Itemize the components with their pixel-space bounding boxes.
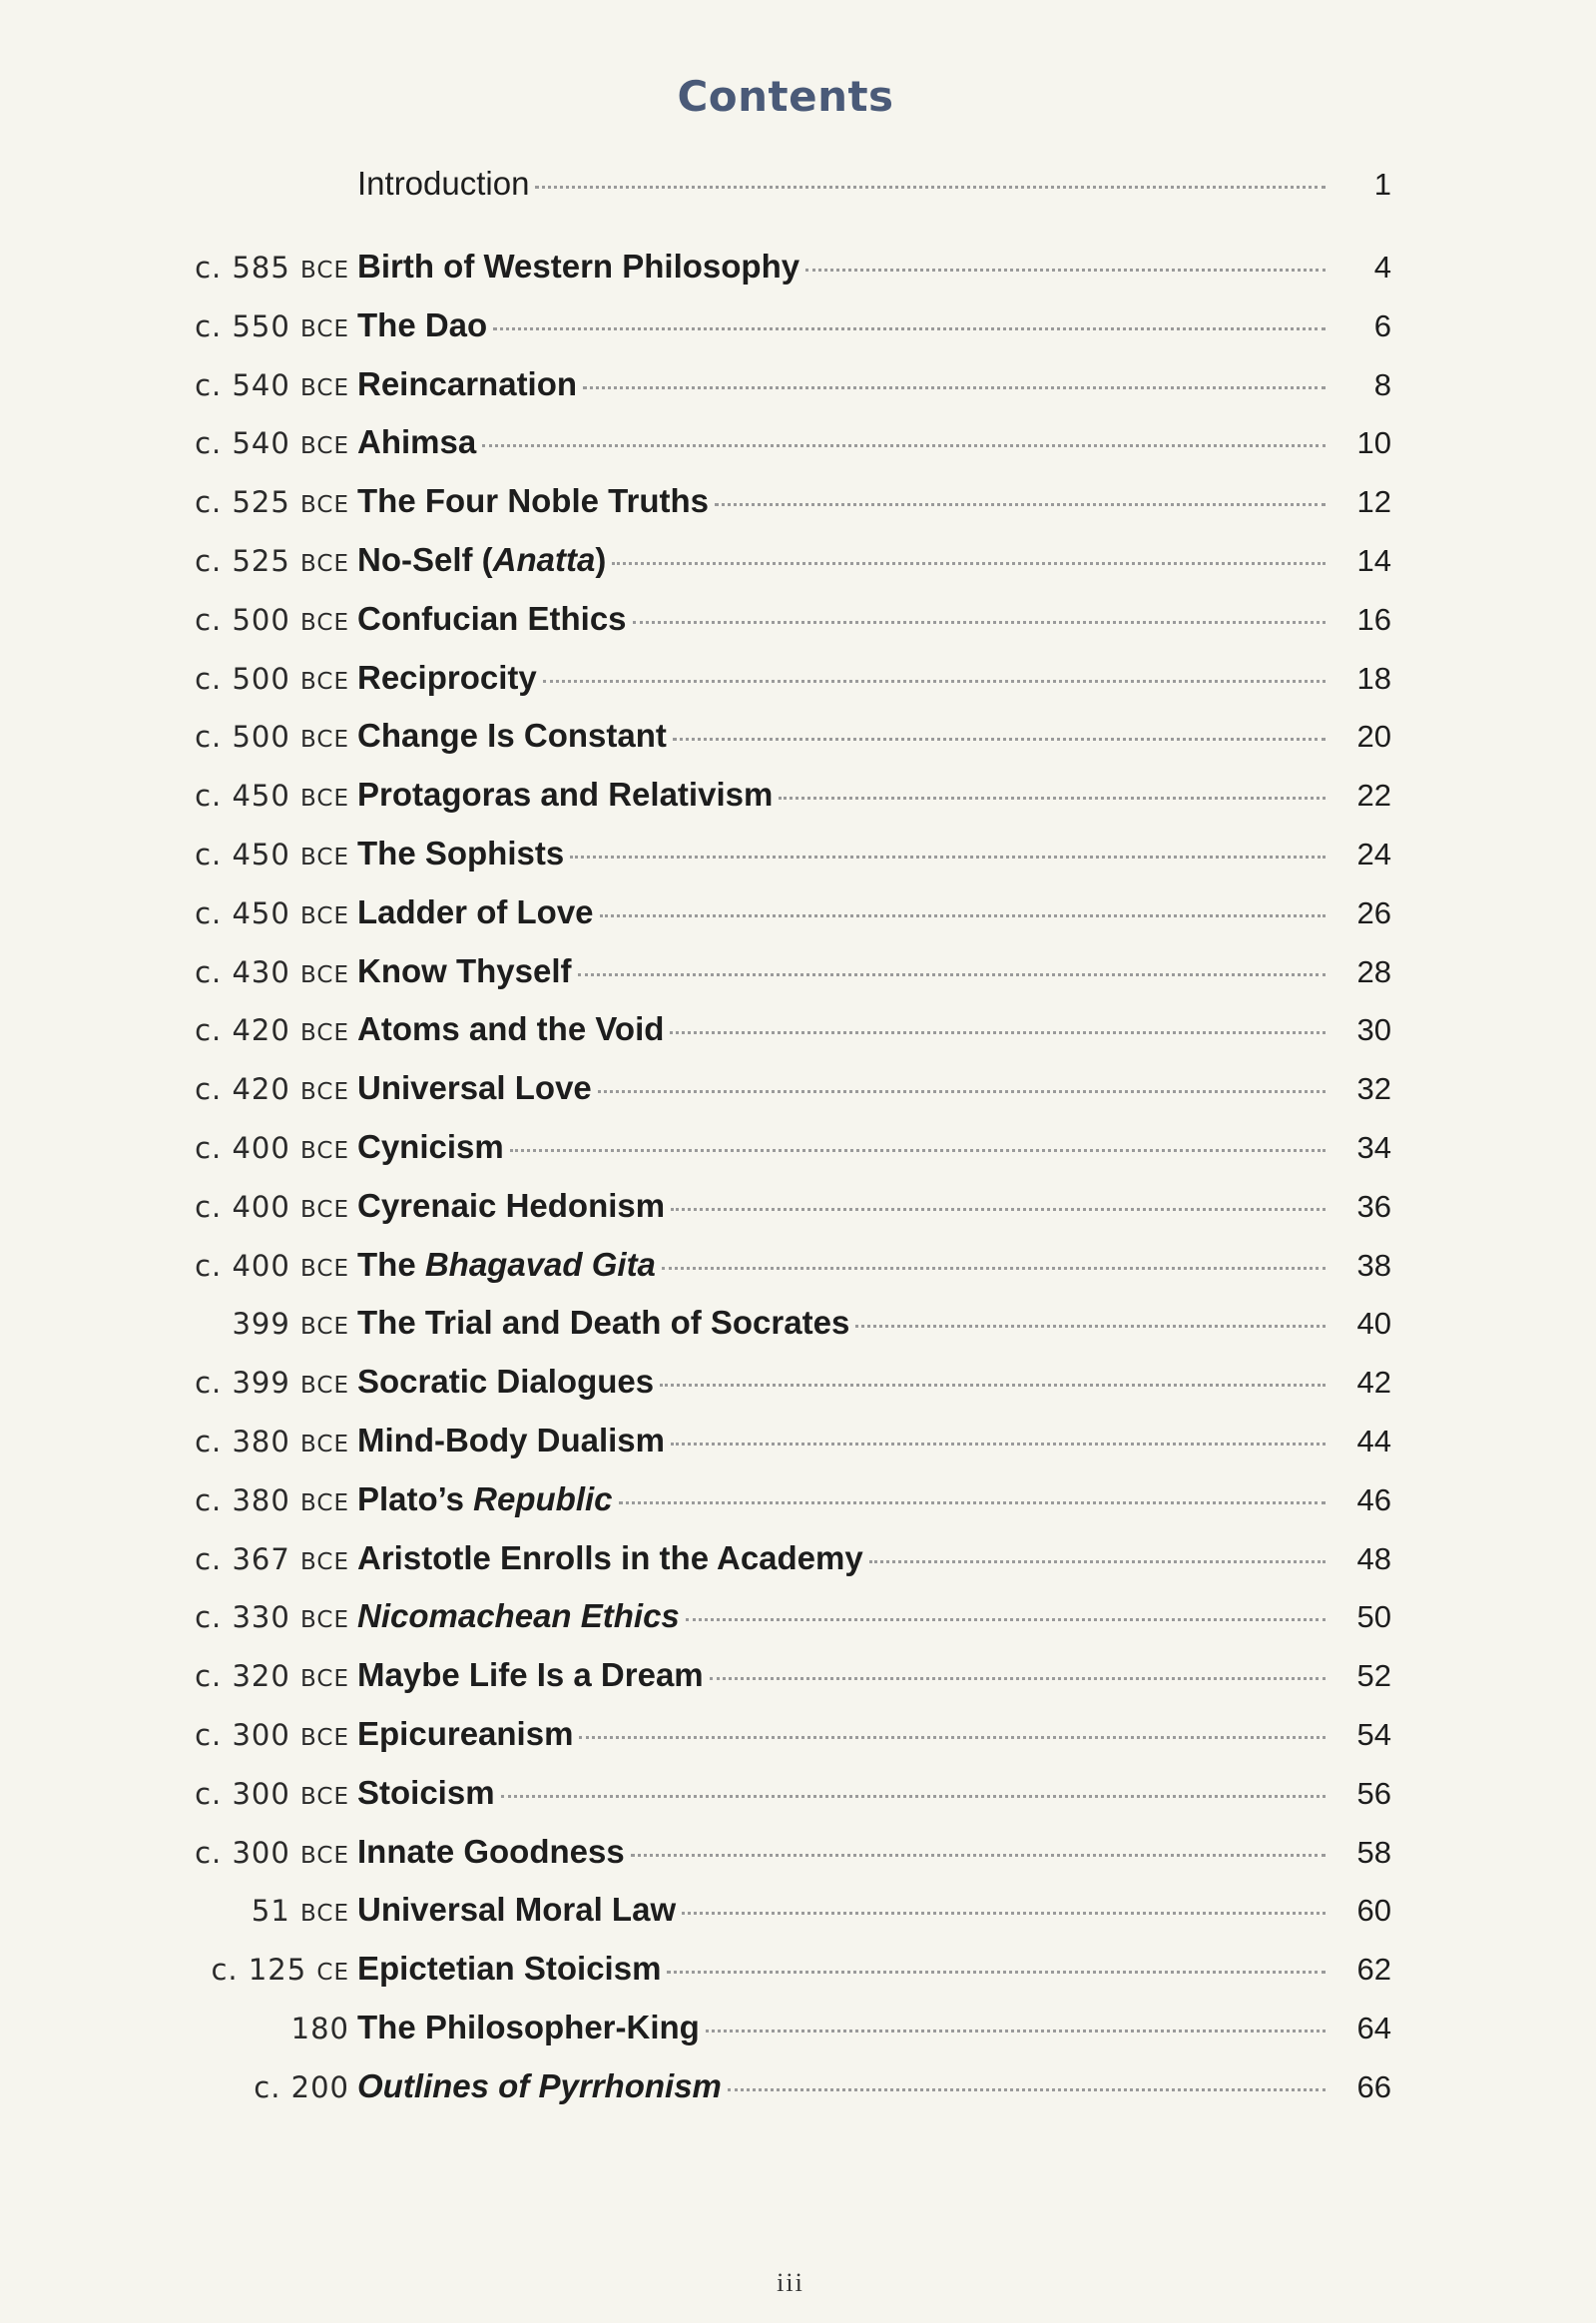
toc-year: 51 [251,1894,290,1929]
toc-date [0,1249,357,1283]
toc-title-part: Mind-Body Dualism [357,1421,666,1458]
toc-era: BCE [300,1079,349,1106]
toc-entry[interactable] [0,2067,1596,2126]
dot-leader [671,1208,1326,1211]
toc-title-part: Cyrenaic Hedonism [357,1186,666,1224]
dot-leader [855,1325,1326,1328]
dot-leader [579,1736,1326,1739]
toc-page-number: 30 [1356,1012,1391,1048]
toc-page-number: 66 [1356,2068,1391,2104]
toc-date [0,896,357,930]
toc-circa: c. [195,251,223,285]
toc-page-number: 58 [1356,1834,1391,1870]
toc-era: BCE [300,1314,349,1341]
dot-leader [670,1031,1326,1034]
toc-page-number: 44 [1356,1423,1391,1458]
toc-circa: c. [195,426,223,461]
toc-entry[interactable] [0,1422,1596,1480]
toc-circa: c. [195,1659,223,1694]
toc-date [0,1072,357,1106]
toc-title [357,835,564,872]
toc-entry[interactable] [0,1010,1596,1069]
toc-title [357,1187,665,1225]
dot-leader [501,1795,1326,1798]
toc-page-number: 62 [1356,1952,1391,1988]
toc-title [357,1363,654,1401]
toc-era: BCE [300,433,349,460]
toc-page-number: 16 [1356,601,1391,637]
toc-entry[interactable] [0,1128,1596,1187]
toc-entry[interactable] [0,717,1596,776]
toc-title-part: Anatta [492,540,596,578]
toc-title [357,1774,495,1812]
toc-circa: c. [195,1072,223,1107]
toc-circa: c. [195,661,223,696]
toc-title-part: Nicomachean Ethics [357,1597,680,1635]
toc-era: BCE [300,727,349,754]
toc-era: BCE [300,1666,349,1693]
toc-year: 500 [232,602,290,637]
toc-circa: c. [195,1776,223,1811]
dot-leader [598,1090,1326,1093]
toc-page-number: 54 [1356,1716,1391,1752]
toc-circa: c. [195,1366,223,1401]
toc-entry[interactable] [0,482,1596,541]
dot-leader [493,327,1326,330]
toc-title [357,1656,704,1694]
toc-circa: c. [195,1248,223,1283]
toc-year: 399 [232,1307,290,1342]
toc-title-part: Republic [473,1479,613,1517]
toc-title [357,893,594,931]
toc-date [0,251,357,285]
toc-year: 540 [232,426,290,461]
toc-title [357,1950,661,1988]
toc-era: BCE [300,609,349,636]
toc-title-part: The Dao [357,305,488,343]
toc-year: 550 [232,308,290,343]
toc-entry[interactable] [0,365,1596,424]
toc-title-part: ) [595,540,607,578]
toc-page-number: 4 [1373,250,1391,285]
toc-entry[interactable] [0,1246,1596,1305]
dot-leader [715,503,1326,506]
toc-era: BCE [300,1196,349,1223]
toc-era: BCE [300,1137,349,1164]
toc-date [0,779,357,813]
toc-title [357,306,487,344]
toc-era: BCE [300,1783,349,1810]
toc-entry[interactable] [0,1774,1596,1833]
toc-title-part: Atoms and the Void [357,1010,665,1048]
toc-year: 300 [232,1717,290,1752]
toc-title [357,659,537,697]
toc-title [357,1480,613,1518]
toc-page-number: 10 [1356,425,1391,461]
toc-page-number: 20 [1356,719,1391,755]
toc-date [0,662,357,696]
toc-title [357,1539,863,1577]
toc-circa: c. [195,1013,223,1048]
toc-intro-row[interactable] [357,165,1391,211]
toc-title-part: No-Self ( [357,540,493,578]
toc-title-part: Innate Goodness [357,1832,625,1870]
toc-title [357,423,476,461]
toc-page-number: 38 [1356,1247,1391,1283]
toc-circa: c. [195,954,223,989]
toc-circa: c. [254,2069,281,2104]
toc-date [0,485,357,519]
toc-year: 320 [232,1659,290,1694]
toc-entry[interactable] [0,541,1596,600]
toc-entry[interactable] [0,600,1596,659]
toc-circa: c. [195,1130,223,1165]
toc-circa: c. [195,779,223,814]
toc-year: 450 [232,895,290,930]
toc-year: 525 [232,485,290,520]
toc-title-part: The Philosopher-King [357,2008,700,2045]
toc-entry[interactable] [0,1363,1596,1422]
toc-era: BCE [300,961,349,988]
toc-page-number: 8 [1373,366,1391,402]
dot-leader [633,621,1326,624]
toc-year: 400 [232,1130,290,1165]
toc-entry[interactable] [0,1715,1596,1774]
toc-circa: c. [195,1835,223,1870]
toc-date [0,1894,357,1928]
toc-title-part: Epictetian Stoicism [357,1950,662,1988]
toc-era: BCE [300,550,349,577]
dot-leader [631,1854,1326,1857]
toc-date [0,1131,357,1165]
toc-circa: c. [195,1600,223,1635]
dot-leader [570,856,1326,859]
toc-era: BCE [300,1255,349,1282]
toc-title-part: Plato’s [357,1479,474,1517]
toc-date [0,603,357,637]
dot-leader [706,2030,1326,2033]
toc-title [357,1715,573,1753]
toc-circa: c. [195,837,223,871]
page-title: Contents [677,72,894,121]
toc-date [0,1718,357,1752]
dot-leader [600,914,1326,917]
toc-entry[interactable] [0,1187,1596,1246]
toc-date [0,1307,357,1341]
toc-year: 420 [232,1072,290,1107]
dot-leader [728,2088,1326,2091]
toc-era: BCE [300,1020,349,1047]
toc-date [0,1542,357,1576]
toc-year: 399 [232,1366,290,1401]
toc-date [0,1425,357,1458]
toc-title [357,2009,700,2046]
toc-entry[interactable] [0,1539,1596,1598]
toc-title-part: Ladder of Love [357,892,594,930]
toc-era: BCE [300,844,349,871]
toc-title-part: Universal Love [357,1069,592,1107]
toc-title [357,1833,625,1871]
toc-title [357,600,627,638]
dot-leader [583,386,1326,389]
toc-title-part: Ahimsa [357,423,477,461]
toc-title [357,1128,504,1166]
toc-entry[interactable] [0,423,1596,482]
toc-circa: c. [195,543,223,578]
toc-title [357,776,773,814]
toc-year: 367 [232,1541,290,1576]
toc-era: BCE [300,1548,349,1575]
dot-leader [543,680,1326,683]
toc-year: 380 [232,1482,290,1517]
toc-title-part: Bhagavad Gita [424,1245,656,1283]
toc-page-number: 60 [1356,1893,1391,1929]
toc-title-part: Reincarnation [357,364,578,402]
toc-era: BCE [300,1373,349,1400]
dot-leader [673,738,1326,741]
toc-title-part: Cynicism [357,1127,504,1165]
toc-circa: c. [211,1953,239,1988]
toc-page-number: 12 [1356,484,1391,520]
toc-page-number: 26 [1356,894,1391,930]
toc-year: 380 [232,1424,290,1458]
toc-date [0,955,357,989]
toc-year: 330 [232,1600,290,1635]
toc-entry[interactable] [0,1304,1596,1363]
toc-circa: c. [195,1541,223,1576]
toc-title-part: Aristotle Enrolls in the Academy [357,1538,863,1576]
toc-circa: c. [195,720,223,755]
toc-date [0,2012,357,2045]
toc-page-number: 42 [1356,1365,1391,1401]
toc-year: 200 [290,2069,349,2104]
toc-entry[interactable] [0,1833,1596,1892]
toc-era: BCE [300,1901,349,1928]
page-folio: iii [777,2268,804,2297]
toc-page-number: 14 [1356,542,1391,578]
dot-leader [710,1677,1326,1680]
toc-page-number: 64 [1356,2010,1391,2045]
toc-entry[interactable] [0,306,1596,365]
toc-entry[interactable] [0,952,1596,1011]
toc-entry[interactable] [0,835,1596,893]
toc-title [357,1422,665,1459]
toc-title-part: Birth of Western Philosophy [357,248,800,285]
toc-page-number: 6 [1373,307,1391,343]
toc-page-number: 18 [1356,660,1391,696]
toc-era: BCE [300,786,349,813]
toc-entry[interactable] [0,776,1596,835]
toc-era: BCE [300,1842,349,1869]
dot-leader [510,1149,1326,1152]
toc-title-part: Universal Moral Law [357,1891,677,1929]
dot-leader [578,973,1326,976]
toc-entry[interactable] [0,1891,1596,1950]
toc-era: BCE [300,1489,349,1516]
dot-leader [662,1267,1326,1270]
toc-year: 540 [232,367,290,402]
toc-title [357,1069,592,1107]
toc-circa: c. [195,1189,223,1224]
toc-date [0,1953,357,1987]
toc-year: 125 [248,1953,307,1988]
toc-year: 585 [232,251,290,285]
toc-date [0,368,357,402]
toc-page-number: 56 [1356,1775,1391,1811]
toc-title [357,365,577,403]
dot-leader [619,1501,1326,1504]
toc-circa: c. [195,895,223,930]
toc-year: 450 [232,779,290,814]
toc-year: 180 [290,2011,349,2045]
toc-date [0,720,357,754]
toc-era: BCE [300,492,349,519]
toc-circa: c. [195,485,223,520]
dot-leader [660,1384,1326,1387]
toc-title-part: Outlines of Pyrrhonism [357,2066,722,2104]
toc-entry[interactable] [0,1597,1596,1656]
toc-title-part: Reciprocity [357,658,537,696]
toc-year: 420 [232,1013,290,1048]
toc-entry[interactable] [0,1069,1596,1128]
toc-intro-page: 1 [1373,167,1391,202]
toc-title [357,952,572,990]
toc-title [357,248,799,286]
toc-page-number: 36 [1356,1188,1391,1224]
toc-year: 300 [232,1776,290,1811]
dot-leader [682,1912,1326,1915]
toc-page-number: 46 [1356,1481,1391,1517]
toc-era: BCE [300,668,349,695]
toc-title [357,1246,656,1284]
toc-era: BCE [300,902,349,929]
toc-title-part: Protagoras and Relativism [357,776,774,814]
toc-title [357,2067,722,2105]
dot-leader [805,269,1326,272]
toc-title-part: Change Is Constant [357,717,667,755]
toc-era: BCE [300,258,349,284]
dot-leader [612,562,1326,565]
toc-date [0,426,357,460]
toc-title [357,1891,676,1929]
toc-list [0,248,1596,2126]
toc-title [357,1304,849,1342]
toc-circa: c. [195,1424,223,1458]
toc-date [0,1600,357,1634]
toc-year: 525 [232,543,290,578]
toc-title-part: The Sophists [357,834,565,871]
toc-title-part: Epicureanism [357,1714,574,1752]
toc-title-part: Stoicism [357,1773,495,1811]
toc-date [0,1013,357,1047]
toc-circa: c. [195,308,223,343]
toc-circa: c. [195,1482,223,1517]
toc-page-number: 32 [1356,1071,1391,1107]
toc-entry[interactable] [0,893,1596,952]
toc-date [0,544,357,578]
toc-date [0,1836,357,1870]
toc-entry[interactable] [0,1656,1596,1715]
toc-year: 430 [232,954,290,989]
dot-leader [869,1560,1326,1563]
toc-entry[interactable] [0,659,1596,718]
toc-page-number: 40 [1356,1306,1391,1342]
toc-date [0,838,357,871]
toc-page-number: 48 [1356,1540,1391,1576]
toc-title [357,1010,664,1048]
toc-year: 500 [232,720,290,755]
toc-date [0,1483,357,1517]
toc-page-number: 34 [1356,1129,1391,1165]
toc-date [0,2070,357,2104]
toc-era: BCE [300,1607,349,1634]
dot-leader [667,1971,1326,1974]
toc-entry[interactable] [0,1480,1596,1539]
toc-date [0,1777,357,1811]
toc-title-part: Confucian Ethics [357,599,627,637]
toc-era: CE [316,1960,349,1987]
toc-year: 400 [232,1189,290,1224]
dot-leader [671,1443,1326,1446]
toc-entry[interactable] [0,1950,1596,2009]
toc-year: 450 [232,837,290,871]
toc-title [357,541,606,579]
toc-date [0,1659,357,1693]
toc-era: BCE [300,1431,349,1457]
dot-leader [535,186,1326,189]
dot-leader [686,1618,1326,1621]
toc-era: BCE [300,1724,349,1751]
dot-leader [779,797,1326,800]
toc-circa: c. [195,1717,223,1752]
toc-entry[interactable] [0,248,1596,306]
toc-date [0,309,357,343]
toc-title-part: The Trial and Death of Socrates [357,1304,850,1342]
toc-entry[interactable] [0,2009,1596,2067]
toc-title-part: Know Thyself [357,951,572,989]
toc-date [0,1366,357,1400]
toc-title-part: The Four Noble Truths [357,482,709,520]
toc-page-number: 28 [1356,953,1391,989]
toc-circa: c. [195,367,223,402]
toc-title-part: The [357,1245,425,1283]
toc-year: 400 [232,1248,290,1283]
dot-leader [482,444,1326,447]
toc-title [357,1597,680,1635]
toc-title [357,482,709,520]
toc-page-number: 22 [1356,778,1391,814]
toc-title [357,717,667,755]
toc-era: BCE [300,315,349,342]
toc-date [0,1190,357,1224]
toc-year: 300 [232,1835,290,1870]
toc-page-number: 52 [1356,1658,1391,1694]
toc-page-number: 50 [1356,1599,1391,1635]
toc-page-number: 24 [1356,836,1391,871]
toc-era: BCE [300,374,349,401]
toc-circa: c. [195,602,223,637]
toc-title-part: Maybe Life Is a Dream [357,1656,704,1694]
toc-year: 500 [232,661,290,696]
toc-intro-label: Introduction [357,165,530,202]
toc-title-part: Socratic Dialogues [357,1363,655,1401]
